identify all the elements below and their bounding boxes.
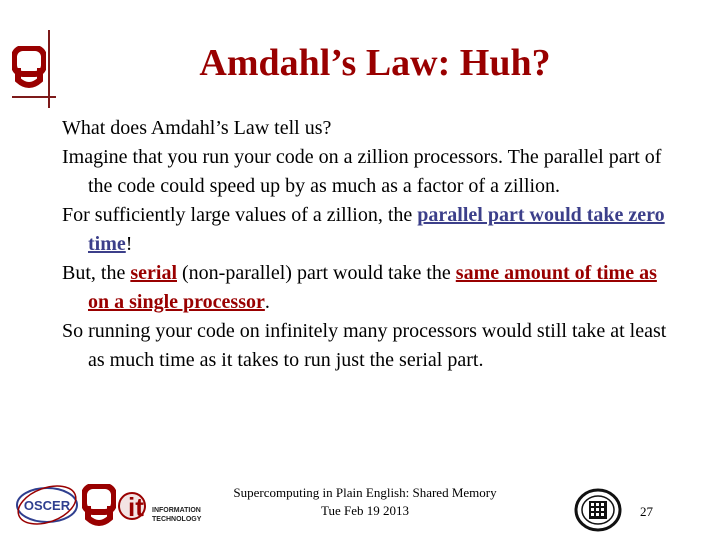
bullet-1: What does Amdahl’s Law tell us?: [62, 117, 332, 139]
oscer-logo-icon: [14, 484, 80, 526]
footer: [210, 484, 520, 520]
it-logo-sub1: INFORMATION: [152, 507, 201, 514]
highlight-same-time: same amount of time as on a single processor: [88, 262, 657, 313]
bullet-2: Imagine that you run your code on a zillion processors. The parallel part of the code could speed up by as much as a factor of a zillion.: [62, 146, 662, 197]
ou-footer-logo-icon: [82, 484, 116, 528]
highlight-serial: serial: [130, 262, 177, 284]
bullet-3: For sufficiently large values of a zillion, the parallel part would take zero time!: [62, 204, 665, 255]
it-logo-icon: [118, 488, 202, 526]
it-logo-sub2: TECHNOLOGY: [152, 516, 202, 523]
slide-body: [62, 114, 682, 375]
oscer-logo-text: OSCER: [23, 498, 71, 513]
bullet-4: But, the serial (non-parallel) part would take the same amount of time as on a single processor.: [62, 262, 657, 313]
footer-date: Tue Feb 19 2013: [320, 503, 409, 518]
page-number: 27: [640, 504, 653, 519]
highlight-parallel-part: parallel part would take zero time: [88, 204, 665, 255]
it-logo-text: it: [128, 492, 144, 522]
seal-logo-icon: [574, 488, 622, 532]
ou-logo-icon: [12, 46, 46, 90]
footer-course-title: Supercomputing in Plain English: Shared Memory: [233, 485, 497, 500]
bullet-5: So running your code on infinitely many processors would still take at least as much time as it takes to run just the serial part.: [62, 320, 667, 371]
title-divider-horizontal: [12, 96, 56, 98]
slide-title: Amdahl’s Law: Huh?: [199, 42, 551, 84]
